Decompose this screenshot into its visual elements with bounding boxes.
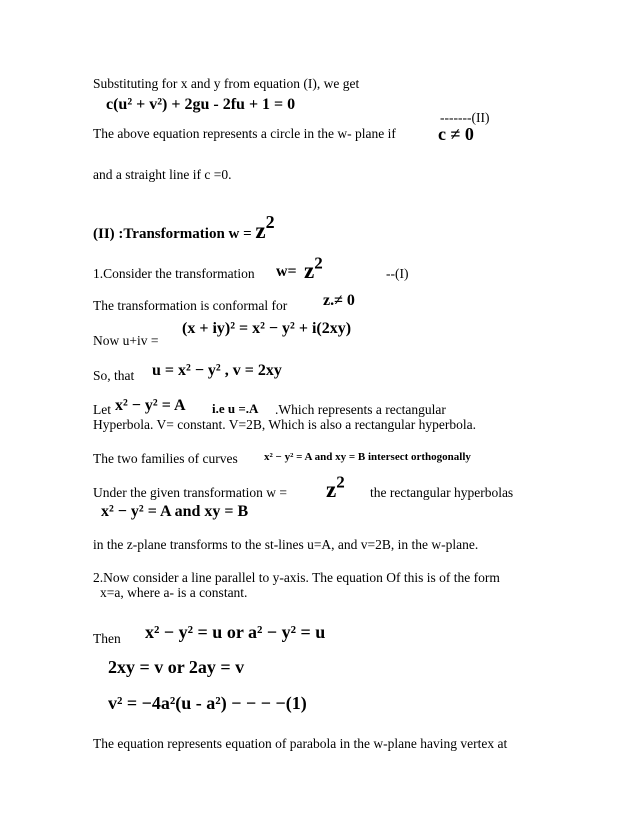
- section-heading-text: (II) :Transformation w =: [93, 226, 256, 242]
- text-hyperbola: Hyperbola. V= constant. V=2B, Which is also a rectangular hyperbola.: [93, 417, 477, 432]
- text-rectangular: .Which represents a rectangular: [275, 402, 446, 417]
- equation-z-squared: [304, 253, 323, 284]
- equation-w-equals: w=: [276, 263, 297, 280]
- z-nonzero-symbol: z: [323, 292, 331, 309]
- text-conformal: The transformation is conformal for: [93, 298, 288, 313]
- z-symbol-2: z: [326, 477, 337, 502]
- equation-2xy: 2xy = v or 2ay = v: [108, 657, 245, 677]
- equation-u-v: u = x² − y² , v = 2xy: [152, 362, 282, 379]
- equation-circle-text: c(u² + v²) + 2gu - 2fu + 1 = 0: [106, 96, 296, 113]
- text-two-families: The two families of curves: [93, 451, 238, 466]
- text-now-uiv: Now u+iv =: [93, 333, 159, 348]
- equation-z-nonzero: [323, 292, 355, 310]
- text-circle-condition: The above equation represents a circle in the w- plane if: [93, 126, 396, 141]
- equation-c-nonzero: c ≠ 0: [438, 124, 474, 144]
- text-so-that: So, that: [93, 368, 135, 383]
- text-substituting: Substituting for x and y from equation (I), we get: [93, 76, 360, 91]
- equation-v-squared: v² = −4a²(u - a²) − − − −(1): [108, 693, 307, 713]
- equation-w-z-squared: [326, 472, 345, 503]
- z-exponent: 2: [314, 253, 323, 273]
- text-line-parallel: 2.Now consider a line parallel to y-axis. The equation Of this is of the form: [93, 570, 500, 585]
- section-heading-z: z: [255, 218, 266, 243]
- z-nonzero-rest: .≠ 0: [330, 292, 355, 309]
- text-under-transformation: Under the given transformation w =: [93, 485, 287, 500]
- equation-tag-i: --(I): [386, 266, 409, 281]
- text-straight-line: and a straight line if c =0.: [93, 167, 232, 182]
- text-x-equals-a: x=a, where a- is a constant.: [100, 585, 248, 600]
- section-heading: [93, 212, 275, 244]
- equation-hyperbolas: x² − y² = A and xy = B: [101, 503, 249, 520]
- z-symbol: z: [304, 258, 315, 283]
- text-z-plane-transforms: in the z-plane transforms to the st-lines u=A, and v=2B, in the w-plane.: [93, 537, 479, 552]
- equation-circle: [106, 96, 295, 114]
- z-exponent-2: 2: [336, 472, 345, 492]
- equation-u-plus-iv: (x + iy)² = x² − y² + i(2xy): [182, 320, 352, 337]
- section-heading-exponent: 2: [265, 212, 275, 233]
- equation-families: x² − y² = A and xy = B intersect orthogonally: [264, 451, 471, 463]
- equation-tag-ii: -------(II): [440, 110, 490, 125]
- text-let: Let: [93, 402, 111, 417]
- text-rectangular-hyperbolas: the rectangular hyperbolas: [370, 485, 514, 500]
- text-then: Then: [93, 631, 121, 646]
- equation-let: x² − y² = A: [115, 397, 186, 414]
- equation-then: x² − y² = u or a² − y² = u: [145, 622, 326, 642]
- text-consider-transformation: 1.Consider the transformation: [93, 266, 255, 281]
- text-parabola: The equation represents equation of parabola in the w-plane having vertex at: [93, 736, 508, 751]
- equation-ie: i.e u =.A: [212, 401, 259, 416]
